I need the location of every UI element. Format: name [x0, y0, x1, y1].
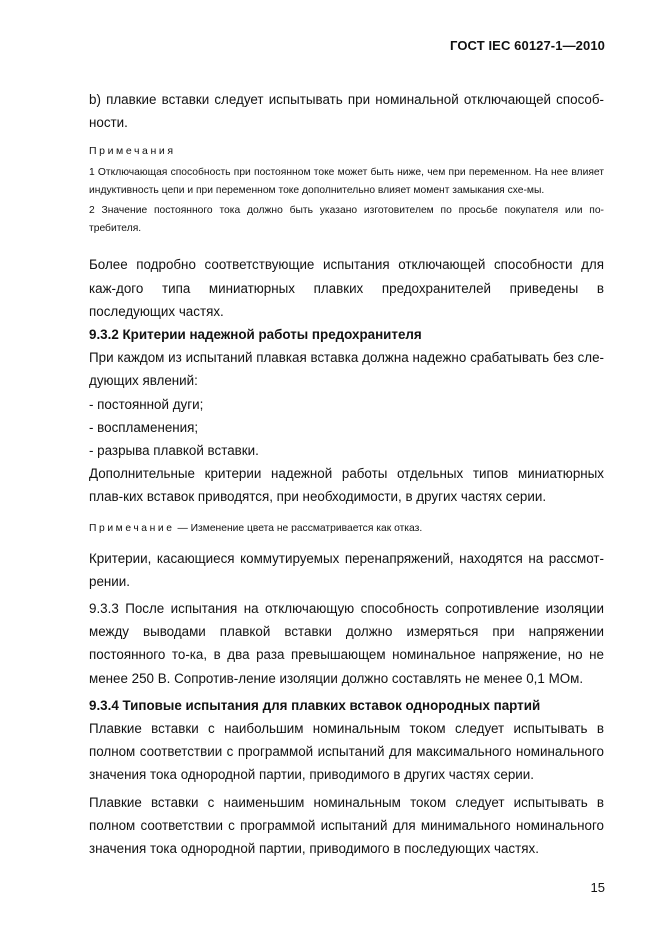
page-number: 15	[590, 880, 605, 895]
paragraph-b: b) плавкие вставки следует испытывать при номинальной отключающей способ-ности.	[89, 92, 604, 131]
notes-block	[89, 143, 604, 237]
section-9-3-4-paragraph-2: Плавкие вставки с наименьшим номинальным током следует испытывать в полном соответствии с программой испытаний для минимального номинального значения тока однородной партии, приводимого в последующих частях.	[89, 794, 604, 857]
note-item-1: 1 Отключающая способность при постоянном токе может быть ниже, чем при переменном. На нее влияет индуктивность цепи и при переменном токе дополнительно влияет момент замыкания схе-мы.	[89, 167, 604, 196]
section-9-3-3-text: 9.3.3 После испытания на отключающую способность сопротивление изоляции между выводами плавкой вставки должно измеряться при напряжении постоянного то-ка, в два раза превышающем номинальное напряжение, но не менее 250 В. Сопротив-ление изоляции должно составлять не менее 0,1 МОм.	[89, 601, 604, 686]
section-9-3-4-heading: 9.3.4 Типовые испытания для плавких вставок однородных партий	[89, 697, 541, 713]
list-item: - разрыва плавкой вставки.	[89, 443, 259, 459]
document-code-header: ГОСТ IEC 60127-1—2010	[450, 38, 605, 53]
section-9-3-2-heading: 9.3.2 Критерии надежной работы предохранителя	[89, 327, 422, 343]
note-item-2: 2 Значение постоянного тока должно быть указано изготовителем по просьбе покупателя или по-требителя.	[89, 205, 604, 234]
notes-title: Примечания	[89, 145, 176, 158]
list-item: - постоянной дуги;	[89, 396, 204, 412]
section-9-3-4-paragraph-1: Плавкие вставки с наибольшим номинальным током следует испытывать в полном соответствии с программой испытаний для максимального номинального значения тока однородной партии, приводимого в других частях серии.	[89, 721, 604, 783]
inline-note	[89, 521, 604, 537]
section-9-3-2-additional: Дополнительные критерии надежной работы отдельных типов миниатюрных плав-ких вставок приводятся, при необходимости, в других частях серии.	[89, 466, 604, 505]
section-9-3-2-intro: При каждом из испытаний плавкая вставка должна надежно срабатывать без сле-дующих явлений:	[89, 350, 604, 389]
paragraph-more-details: Более подробно соответствующие испытания отключающей способности для каж-дого типа миниатюрных плавких предохранителей приведены в последующих частях.	[89, 257, 604, 319]
note-text: — Изменение цвета не рассматривается как отказ.	[174, 522, 423, 534]
note-label: Примечание	[89, 522, 175, 534]
section-9-3-2-criteria: Критерии, касающиеся коммутируемых перенапряжений, находятся на рассмот-рении.	[89, 550, 604, 589]
page-body	[89, 88, 604, 860]
list-item: - воспламенения;	[89, 419, 199, 435]
